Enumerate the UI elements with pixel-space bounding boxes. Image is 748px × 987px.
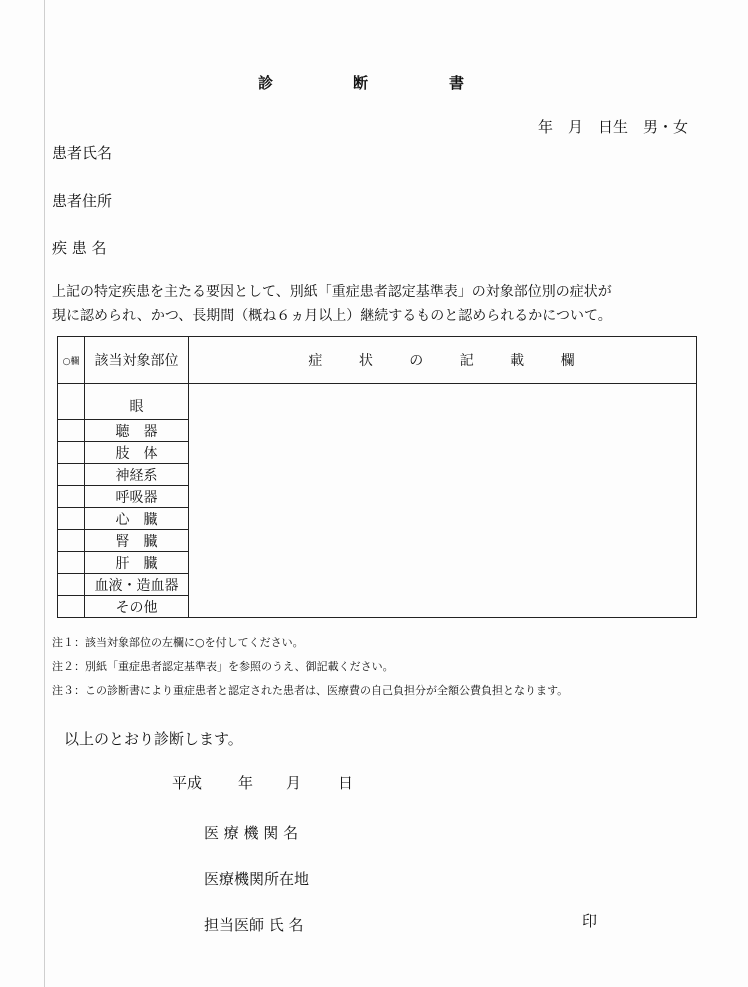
check-cell-nervous[interactable] — [58, 464, 85, 486]
note-3: 注３：この診断書により重症患者と認定された患者は、医療費の自己負担分が全額公費負担となります。 — [52, 684, 569, 697]
part-eye: 眼 — [85, 384, 189, 420]
birth-date-sex-line: 年 月 日生 男・女 — [538, 118, 689, 136]
institution-name-label: 医 療 機 関 名 — [204, 824, 299, 842]
patient-address-label: 患者住所 — [52, 192, 113, 210]
table-row — [58, 384, 697, 420]
check-cell-other[interactable] — [58, 596, 85, 618]
part-heart: 心 臓 — [85, 508, 189, 530]
statement-line-2: 現に認められ、かつ、長期間（概ね６ヵ月以上）継続するものと認められるかについて。 — [52, 308, 612, 324]
title-char-1: 診 — [258, 74, 274, 92]
symptom-record-table — [57, 336, 697, 618]
disease-name-label: 疾 患 名 — [52, 239, 107, 257]
date-month: 月 — [286, 774, 302, 792]
date-era: 平成 — [172, 774, 203, 792]
note-1: 注１：該当対象部位の左欄に○を付してください。 — [52, 636, 304, 649]
statement-text — [52, 280, 712, 328]
title-char-3: 書 — [449, 74, 465, 92]
institution-address-label: 医療機関所在地 — [204, 870, 310, 888]
part-nervous: 神経系 — [85, 464, 189, 486]
check-cell-respiratory[interactable] — [58, 486, 85, 508]
part-other: その他 — [85, 596, 189, 618]
part-respiratory: 呼吸器 — [85, 486, 189, 508]
check-cell-eye[interactable] — [58, 384, 85, 420]
patient-name-label: 患者氏名 — [52, 144, 113, 162]
closing-statement: 以上のとおり診断します。 — [64, 730, 243, 748]
check-column-header: ○欄 — [58, 337, 85, 384]
part-limbs: 肢 体 — [85, 442, 189, 464]
check-cell-hearing[interactable] — [58, 420, 85, 442]
symptom-column-header: 症 状 の 記 載 欄 — [189, 337, 697, 384]
doctor-name-label: 担当医師 氏 名 — [204, 916, 304, 934]
title-char-2: 断 — [353, 74, 369, 92]
part-hearing: 聴 器 — [85, 420, 189, 442]
check-cell-liver[interactable] — [58, 552, 85, 574]
page-edge-line — [44, 0, 45, 987]
statement-line-1: 上記の特定疾患を主たる要因として、別紙「重症患者認定基準表」の対象部位別の症状が — [52, 284, 612, 300]
check-cell-blood[interactable] — [58, 574, 85, 596]
date-day: 日 — [338, 774, 354, 792]
date-year: 年 — [238, 774, 254, 792]
note-2: 注２：別紙「重症患者認定基準表」を参照のうえ、御記載ください。 — [52, 660, 394, 673]
part-blood: 血液・造血器 — [85, 574, 189, 596]
table-header-row — [58, 337, 697, 384]
seal-mark: 印 — [582, 912, 598, 930]
check-cell-heart[interactable] — [58, 508, 85, 530]
check-cell-kidney[interactable] — [58, 530, 85, 552]
symptom-entry-area[interactable] — [189, 384, 697, 618]
part-kidney: 腎 臓 — [85, 530, 189, 552]
part-column-header: 該当対象部位 — [85, 337, 189, 384]
part-liver: 肝 臓 — [85, 552, 189, 574]
check-cell-limbs[interactable] — [58, 442, 85, 464]
